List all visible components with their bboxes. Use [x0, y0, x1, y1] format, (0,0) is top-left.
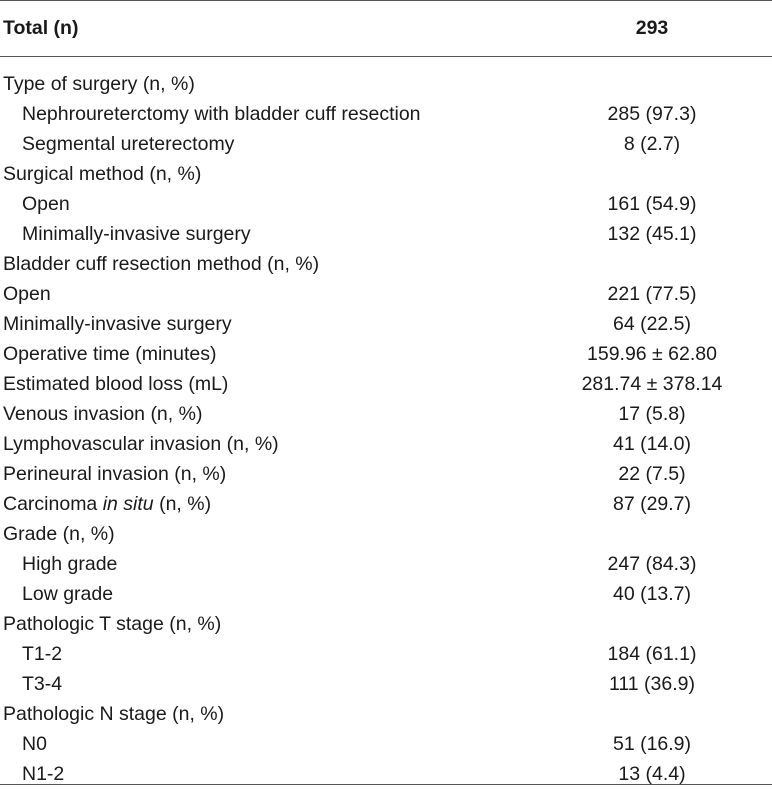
row-value: 40 (13.7)	[612, 582, 692, 605]
table-row-bladder-cuff-method	[0, 249, 772, 279]
table-row-perineural-invasion	[0, 459, 772, 489]
table-row-surgical-open	[0, 189, 772, 219]
row-value: 132 (45.1)	[607, 222, 697, 245]
row-label: Pathologic N stage (n, %)	[3, 702, 225, 725]
row-value: 51 (16.9)	[612, 732, 692, 755]
row-value: 281.74 ± 378.14	[581, 372, 723, 395]
row-value: 22 (7.5)	[618, 462, 686, 485]
table-row-nephroureterctomy	[0, 99, 772, 129]
row-label: Type of surgery (n, %)	[3, 72, 195, 95]
row-label: Minimally-invasive surgery	[22, 222, 251, 245]
row-label: Venous invasion (n, %)	[3, 402, 203, 425]
table-row-bladder-open	[0, 279, 772, 309]
row-label: Low grade	[22, 582, 114, 605]
table-row-t3-4	[0, 669, 772, 699]
table-row-lymphovascular-invasion	[0, 429, 772, 459]
row-value: 159.96 ± 62.80	[587, 342, 717, 365]
row-label: N0	[22, 732, 47, 755]
table-header	[0, 1, 772, 56]
row-label: Surgical method (n, %)	[3, 162, 202, 185]
row-label: Operative time (minutes)	[3, 342, 217, 365]
table-row-t1-2	[0, 639, 772, 669]
row-value: 41 (14.0)	[612, 432, 692, 455]
table-row-blood-loss	[0, 369, 772, 399]
label-italic: in situ	[102, 492, 154, 515]
row-label	[0, 493, 512, 516]
table-body	[0, 69, 772, 789]
row-label: Open	[22, 192, 70, 215]
row-label: Lymphovascular invasion (n, %)	[3, 432, 279, 455]
table-row-operative-time	[0, 339, 772, 369]
row-value: 184 (61.1)	[607, 642, 697, 665]
header-value: 293	[635, 17, 669, 39]
row-value: 111 (36.9)	[609, 672, 695, 695]
row-label: Estimated blood loss (mL)	[3, 372, 229, 395]
row-label: Open	[3, 282, 51, 305]
label-prefix: Carcinoma	[3, 492, 103, 515]
row-value: 8 (2.7)	[623, 132, 681, 155]
header-rule	[0, 56, 772, 57]
label-suffix: (n, %)	[153, 492, 212, 515]
row-label: Bladder cuff resection method (n, %)	[3, 252, 320, 275]
row-label: Segmental ureterectomy	[22, 132, 235, 155]
table-row-carcinoma-in-situ	[0, 489, 772, 519]
row-label: Nephroureterctomy with bladder cuff resection	[22, 102, 421, 125]
row-value: 247 (84.3)	[607, 552, 697, 575]
row-label: N1-2	[22, 762, 65, 785]
row-value: 161 (54.9)	[607, 192, 697, 215]
row-value: 64 (22.5)	[612, 312, 692, 335]
table-row-venous-invasion	[0, 399, 772, 429]
row-label: T3-4	[22, 672, 63, 695]
table-row-surgical-method	[0, 159, 772, 189]
table-row-pathologic-t-stage	[0, 609, 772, 639]
table-row-segmental-ureterectomy	[0, 129, 772, 159]
table-row-bladder-minimally-invasive	[0, 309, 772, 339]
table-row-type-of-surgery	[0, 69, 772, 99]
row-label: T1-2	[22, 642, 63, 665]
table-row-grade	[0, 519, 772, 549]
table-row-pathologic-n-stage	[0, 699, 772, 729]
bottom-rule	[0, 784, 772, 785]
row-label: High grade	[22, 552, 118, 575]
row-value: 87 (29.7)	[612, 492, 692, 515]
row-label: Perineural invasion (n, %)	[3, 462, 227, 485]
row-value: 285 (97.3)	[607, 102, 697, 125]
row-label: Minimally-invasive surgery	[3, 312, 232, 335]
table-row-n0	[0, 729, 772, 759]
row-value: 13 (4.4)	[618, 762, 686, 785]
row-value: 221 (77.5)	[607, 282, 697, 305]
row-value: 17 (5.8)	[618, 402, 686, 425]
table-row-high-grade	[0, 549, 772, 579]
row-label: Pathologic T stage (n, %)	[3, 612, 222, 635]
row-label: Grade (n, %)	[3, 522, 115, 545]
table-row-surgical-minimally-invasive	[0, 219, 772, 249]
table-row-low-grade	[0, 579, 772, 609]
header-label: Total (n)	[3, 17, 79, 39]
